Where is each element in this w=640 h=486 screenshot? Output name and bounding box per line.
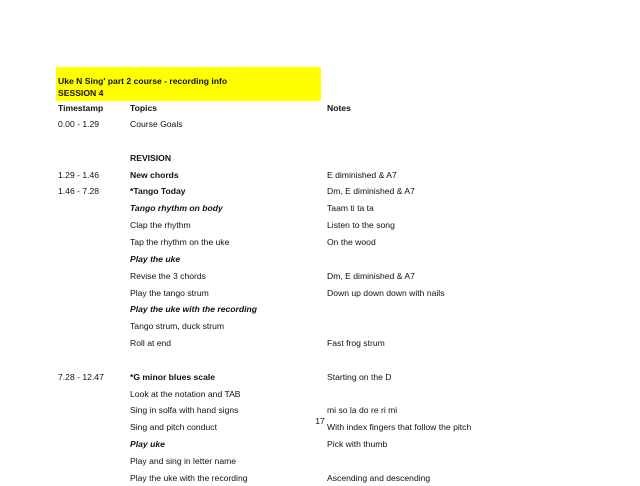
header-notes: Notes bbox=[327, 103, 351, 113]
table-row bbox=[0, 386, 640, 402]
table-row bbox=[0, 352, 640, 368]
topic-cell: Course Goals bbox=[130, 119, 183, 129]
topic-cell: *G minor blues scale bbox=[130, 371, 216, 382]
topic-cell: Look at the notation and TAB bbox=[130, 388, 241, 399]
topic-cell: Play the uke bbox=[130, 253, 181, 264]
topic-cell: Play the tango strum bbox=[130, 287, 209, 298]
table-row bbox=[0, 369, 640, 385]
table-row bbox=[0, 150, 640, 166]
note-cell: mi so la do re ri mi bbox=[327, 405, 398, 416]
timestamp-cell: 7.28 - 12.47 bbox=[58, 371, 104, 382]
topic-cell: Sing and pitch conduct bbox=[130, 422, 217, 433]
table-row bbox=[0, 133, 640, 149]
note-cell: On the wood bbox=[327, 236, 376, 247]
table-row bbox=[0, 217, 640, 233]
table-row bbox=[0, 167, 640, 183]
table-row bbox=[0, 335, 640, 351]
note-cell: Ascending and descending bbox=[327, 472, 431, 483]
table-row bbox=[0, 116, 640, 132]
table-row bbox=[0, 318, 640, 334]
topic-cell: Revise the 3 chords bbox=[130, 270, 206, 281]
topic-cell: Sing in solfa with hand signs bbox=[130, 405, 239, 416]
note-cell: Fast frog strum bbox=[327, 338, 385, 349]
session-label: SESSION 4 bbox=[58, 88, 104, 98]
note-cell: Taam ti ta ta bbox=[327, 203, 374, 214]
topic-cell: REVISION bbox=[130, 152, 172, 163]
table-header bbox=[0, 100, 640, 116]
table-row bbox=[0, 268, 640, 284]
table-row bbox=[0, 436, 640, 452]
topic-cell: New chords bbox=[130, 169, 179, 180]
topic-cell: *Tango Today bbox=[130, 186, 186, 197]
table-row bbox=[0, 251, 640, 267]
note-cell: Listen to the song bbox=[327, 220, 395, 231]
table-row bbox=[0, 200, 640, 216]
topic-cell: Play uke bbox=[130, 439, 165, 450]
note-cell: Pick with thumb bbox=[327, 439, 388, 450]
course-banner bbox=[56, 67, 321, 101]
note-cell: Dm, E diminished & A7 bbox=[327, 186, 415, 197]
page-number: 17 bbox=[315, 416, 325, 426]
table-row bbox=[0, 301, 640, 317]
topic-cell: Play and sing in letter name bbox=[130, 456, 237, 466]
header-timestamp: Timestamp bbox=[58, 103, 104, 113]
timestamp-cell: 0.00 - 1.29 bbox=[58, 119, 100, 129]
topic-cell: Tango strum, duck strum bbox=[130, 321, 225, 332]
topic-cell: Tap the rhythm on the uke bbox=[130, 236, 230, 247]
topic-cell: Tango rhythm on body bbox=[130, 203, 223, 214]
note-cell: With index fingers that follow the pitch bbox=[327, 422, 472, 433]
note-cell: E diminished & A7 bbox=[327, 169, 397, 180]
note-cell: Starting on the D bbox=[327, 371, 392, 382]
table-row bbox=[0, 183, 640, 199]
topic-cell: Play the uke with the recording bbox=[130, 472, 248, 483]
table-row bbox=[0, 285, 640, 301]
topic-cell: Clap the rhythm bbox=[130, 220, 191, 231]
header-topics: Topics bbox=[130, 103, 158, 113]
table-row bbox=[0, 470, 640, 486]
course-title: Uke N Sing' part 2 course - recording info bbox=[58, 76, 228, 86]
note-cell: Down up down down with nails bbox=[327, 287, 445, 298]
topic-cell: Play the uke with the recording bbox=[130, 304, 258, 315]
table-row bbox=[0, 234, 640, 250]
table-row bbox=[0, 453, 640, 469]
note-cell: Dm, E diminished & A7 bbox=[327, 270, 415, 281]
topic-cell: Roll at end bbox=[130, 338, 172, 349]
timestamp-cell: 1.46 - 7.28 bbox=[58, 186, 100, 197]
timestamp-cell: 1.29 - 1.46 bbox=[58, 169, 100, 180]
